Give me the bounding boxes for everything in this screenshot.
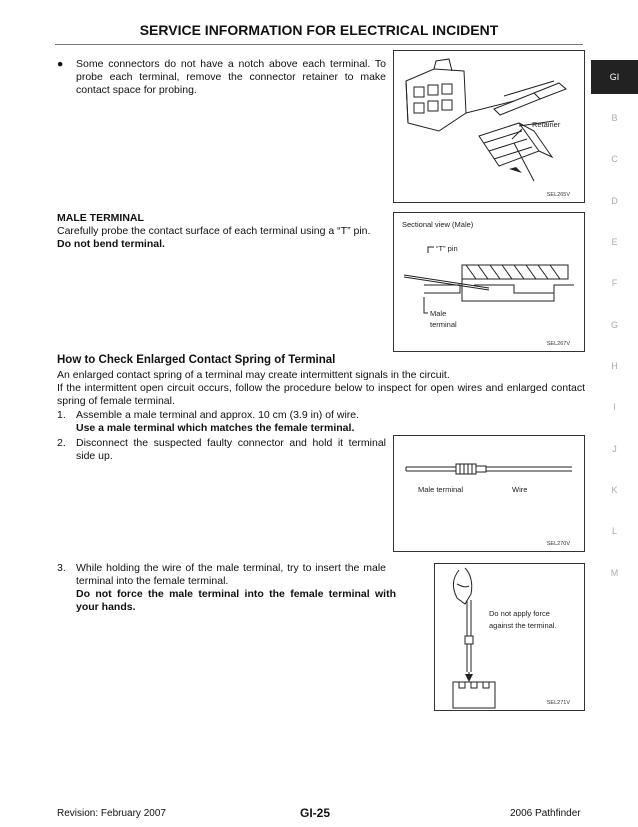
page-number: GI-25 <box>300 806 331 820</box>
footer-revision: Revision: February 2007 <box>57 808 166 819</box>
tab-g[interactable]: G <box>610 320 618 330</box>
male-terminal-heading: MALE TERMINAL <box>57 212 144 224</box>
page-title: SERVICE INFORMATION FOR ELECTRICAL INCIDENT <box>139 22 499 38</box>
tab-c[interactable]: C <box>611 154 618 164</box>
tab-b[interactable]: B <box>611 113 618 123</box>
step-number: 3. <box>57 562 66 574</box>
figure-code: SEL267V <box>546 341 570 347</box>
tab-e[interactable]: E <box>611 237 618 247</box>
male-label: Male <box>430 309 447 318</box>
tab-j[interactable]: J <box>612 444 617 454</box>
warning-line-1: Do not apply force <box>489 609 550 618</box>
section-heading: How to Check Enlarged Contact Spring of Terminal <box>57 354 336 366</box>
tab-h[interactable]: H <box>611 361 618 371</box>
step-3-bold: Do not force the male terminal into the female terminal with your hands. <box>76 588 396 613</box>
male-terminal-text: Carefully probe the contact surface of each terminal using a “T” pin. <box>57 225 371 237</box>
figure-connector-retainer <box>393 50 585 203</box>
sectional-view-label: Sectional view (Male) <box>402 220 474 229</box>
figure-code: SEL265V <box>546 192 570 198</box>
tab-f[interactable]: F <box>611 278 618 288</box>
male-terminal-label: Male terminal <box>418 485 464 494</box>
step-2-text: Disconnect the suspected faulty connector and hold it terminal side up. <box>76 437 386 462</box>
figure-code: SEL271V <box>546 700 570 706</box>
retainer-label: Retainer <box>532 120 561 129</box>
male-terminal-warning: Do not bend terminal. <box>57 238 165 250</box>
footer-model: 2006 Pathfinder <box>510 808 581 819</box>
step-3-text: While holding the wire of the male terminal, try to insert the male terminal into the female terminal. <box>76 562 386 587</box>
step-number: 2. <box>57 437 66 449</box>
figure-code: SEL270V <box>546 541 570 547</box>
step-1-text: Assemble a male terminal and approx. 10 cm (3.9 in) of wire. <box>76 409 360 421</box>
wire-label: Wire <box>512 485 528 494</box>
t-pin-label: “T” pin <box>436 244 458 253</box>
tab-k[interactable]: K <box>611 485 618 495</box>
warning-line-2: against the terminal. <box>489 621 557 630</box>
figure-male-terminal-wire <box>393 435 585 552</box>
step-1-bold: Use a male terminal which matches the female terminal. <box>76 422 355 434</box>
tab-i[interactable]: I <box>613 402 616 412</box>
tab-l[interactable]: L <box>611 526 617 536</box>
terminal-label: terminal <box>430 320 457 329</box>
tab-m[interactable]: M <box>610 568 619 578</box>
figure-insert-terminal <box>434 563 585 711</box>
tab-gi[interactable]: GI <box>591 60 638 94</box>
section-para-2: If the intermittent open circuit occurs, follow the procedure below to inspect for open wires and enlarged contact spring of female terminal. <box>57 382 585 407</box>
step-number: 1. <box>57 409 66 421</box>
intro-text: Some connectors do not have a notch above each terminal. To probe each terminal, remove the connector retainer to make contact space for probing. <box>76 58 386 96</box>
bullet-icon: ● <box>57 58 64 70</box>
figure-sectional-view <box>393 212 585 352</box>
tab-d[interactable]: D <box>611 196 618 206</box>
header-rule <box>55 44 583 45</box>
section-para-1: An enlarged contact spring of a terminal may create intermittent signals in the circuit. <box>57 369 450 381</box>
